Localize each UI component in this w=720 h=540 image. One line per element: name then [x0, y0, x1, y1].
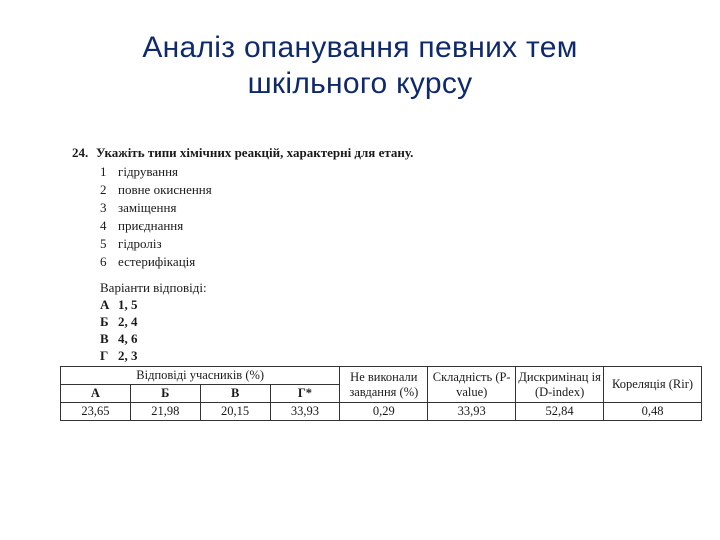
question-text: Укажіть типи хімічних реакцій, характерні для етану.	[96, 145, 414, 160]
option-number: 2	[100, 182, 107, 197]
answer-col-header: В	[200, 385, 270, 403]
table-header-row	[61, 367, 702, 385]
table-row	[61, 403, 702, 421]
variant-letter: В	[100, 331, 109, 346]
statistics-table	[60, 366, 702, 421]
answer-col-header: Б	[130, 385, 200, 403]
variant-item	[100, 314, 138, 330]
answers-group-header: Відповіді учасників (%)	[61, 367, 340, 385]
option-text: приєднання	[118, 218, 184, 233]
variants-heading: Варіанти відповіді:	[100, 280, 207, 295]
option-text: заміщення	[118, 200, 177, 215]
option-text: естерифікація	[118, 254, 196, 269]
option-item	[100, 218, 183, 234]
option-number: 6	[100, 254, 107, 269]
option-item	[100, 182, 212, 198]
variant-value: 2, 4	[118, 314, 138, 329]
slide-title-line-2: шкільного курсу	[247, 67, 473, 100]
variant-letter: А	[100, 297, 110, 312]
option-item	[100, 200, 176, 216]
question-heading	[72, 145, 413, 161]
option-number: 5	[100, 236, 107, 251]
discrimination-header: Дискримінац ія (D-index)	[516, 367, 604, 403]
variant-value: 4, 6	[118, 331, 138, 346]
option-text: повне окиснення	[118, 182, 212, 197]
slide-title	[0, 30, 720, 102]
difficulty-header: Складність (P-value)	[428, 367, 516, 403]
variant-item	[100, 348, 138, 364]
variant-item	[100, 297, 138, 313]
option-item	[100, 254, 195, 270]
variant-letter: Б	[100, 314, 109, 329]
table-cell: 33,93	[270, 403, 340, 421]
table-cell: 20,15	[200, 403, 270, 421]
variant-letter: Г	[100, 348, 109, 363]
slide-title-line-1: Аналіз опанування певних тем	[142, 31, 578, 64]
table-cell: 52,84	[516, 403, 604, 421]
table-cell: 0,29	[340, 403, 428, 421]
option-text: гідрування	[118, 164, 179, 179]
variant-value: 2, 3	[118, 348, 138, 363]
option-item	[100, 164, 178, 180]
answer-col-header: Г*	[270, 385, 340, 403]
scanned-test-item	[60, 140, 705, 430]
not-done-header: Не виконали завдання (%)	[340, 367, 428, 403]
table-cell: 0,48	[604, 403, 702, 421]
variant-value: 1, 5	[118, 297, 138, 312]
question-number: 24.	[72, 145, 89, 160]
correlation-header: Кореляція (Rir)	[604, 367, 702, 403]
table-cell: 33,93	[428, 403, 516, 421]
option-number: 3	[100, 200, 107, 215]
table-cell: 21,98	[130, 403, 200, 421]
option-number: 4	[100, 218, 107, 233]
variant-item	[100, 331, 138, 347]
option-text: гідроліз	[118, 236, 162, 251]
answer-col-header: А	[61, 385, 131, 403]
option-item	[100, 236, 162, 252]
option-number: 1	[100, 164, 107, 179]
table-cell: 23,65	[61, 403, 131, 421]
